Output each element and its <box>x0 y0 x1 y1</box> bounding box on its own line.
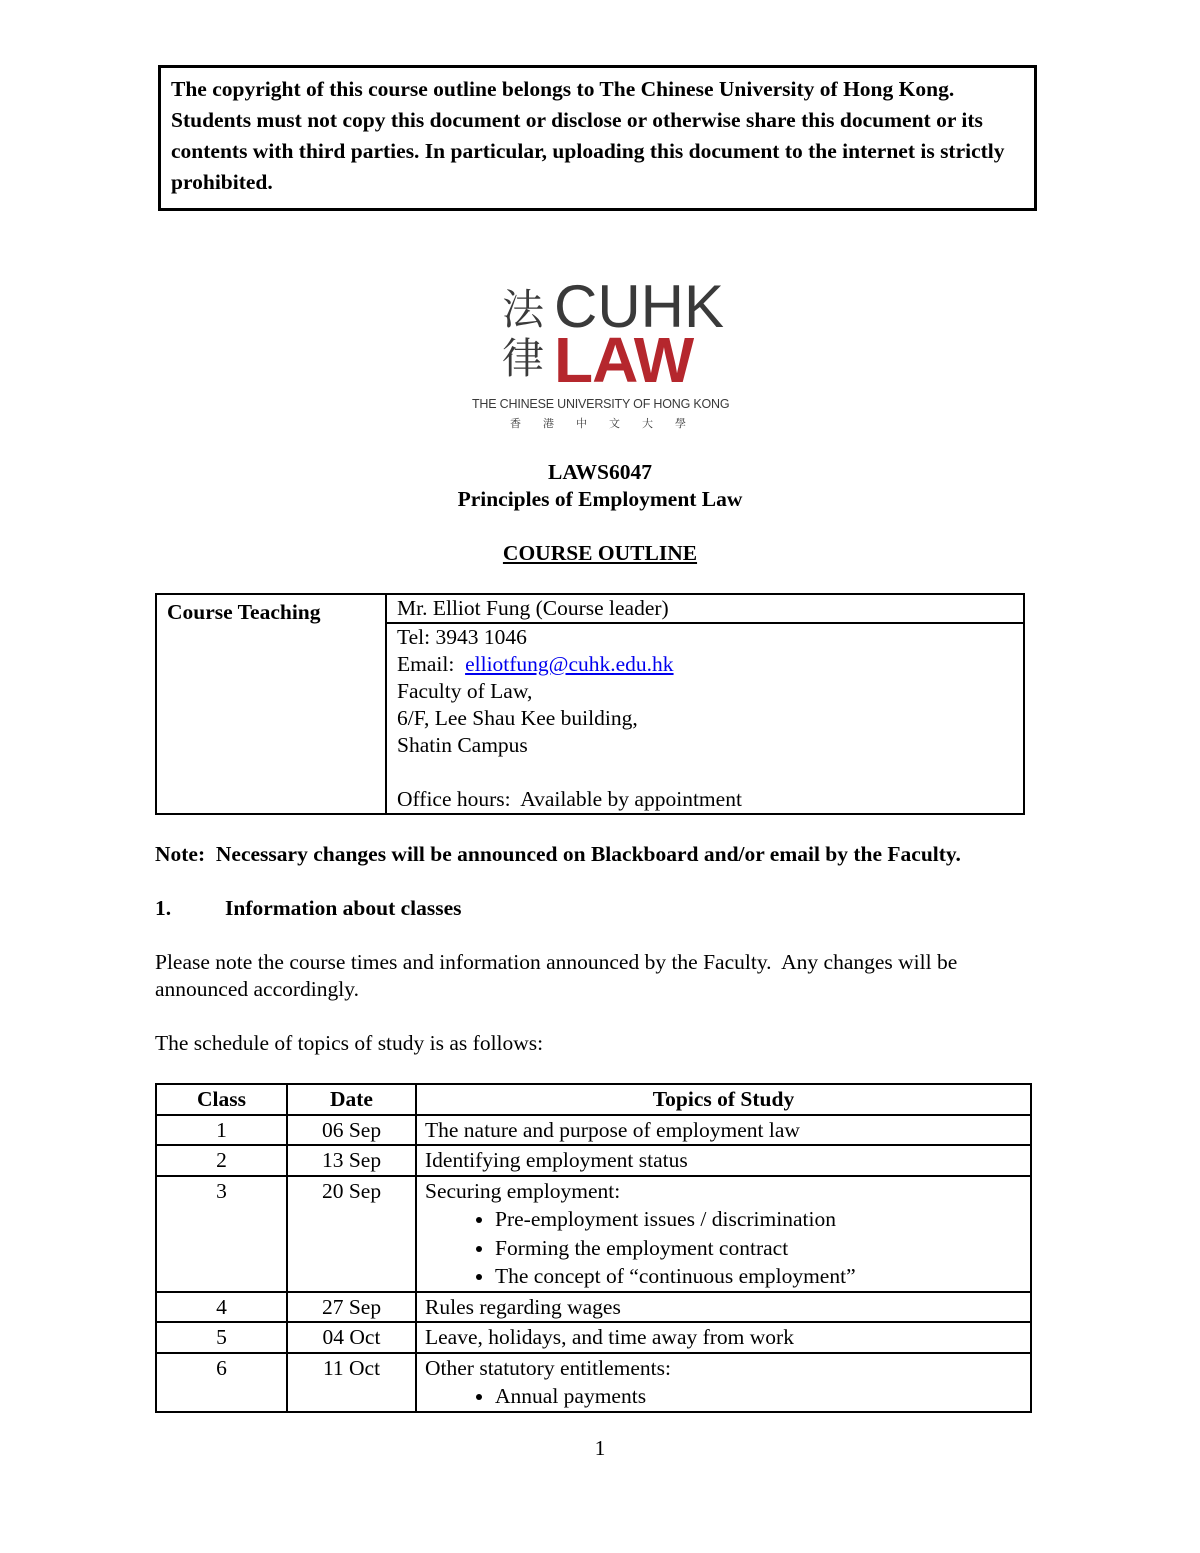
schedule-header-row <box>156 1084 1031 1115</box>
logo-university-en: THE CHINESE UNIVERSITY OF HONG KONG <box>472 397 730 411</box>
copyright-notice: The copyright of this course outline belongs to The Chinese University of Hong Kong. Students must not copy this document or disclose or otherwise share this document or its contents with third parties. In particular, uploading this document to the internet is strictly prohibited. <box>158 65 1037 211</box>
schedule-topic-cell: Rules regarding wages <box>416 1292 1031 1323</box>
schedule-header-class: Class <box>156 1084 287 1115</box>
teaching-email-label: Email: <box>397 652 455 676</box>
cuhk-law-logo <box>470 273 740 438</box>
logo-cuhk-text: CUHK <box>554 273 725 340</box>
schedule-class-cell: 4 <box>156 1292 287 1323</box>
schedule-topic-bullets <box>425 1205 1022 1291</box>
schedule-topic-cell <box>416 1176 1031 1292</box>
schedule-header-date: Date <box>287 1084 416 1115</box>
logo-law-text: LAW <box>554 324 694 396</box>
schedule-date-cell: 20 Sep <box>287 1176 416 1292</box>
table-row <box>156 1353 1031 1412</box>
schedule-topic-cell: Leave, holidays, and time away from work <box>416 1322 1031 1353</box>
section-1-number: 1. <box>155 896 172 920</box>
teaching-label: Course Teaching <box>156 594 386 814</box>
schedule-topic-text: Securing employment: <box>425 1178 621 1203</box>
section-1-paragraph-1: Please note the course times and information announced by the Faculty. Any changes will be announced accordingly. <box>155 950 963 1001</box>
section-1-heading: Information about classes <box>225 896 462 920</box>
schedule-header-topics: Topics of Study <box>416 1084 1031 1115</box>
schedule-topic-cell: Identifying employment status <box>416 1145 1031 1176</box>
schedule-table <box>155 1083 1032 1413</box>
section-1-paragraph-2: The schedule of topics of study is as follows: <box>155 1031 544 1055</box>
teaching-address-1: Faculty of Law, <box>397 679 533 703</box>
page-number: 1 <box>594 1436 606 1460</box>
outline-heading: COURSE OUTLINE <box>502 541 698 565</box>
schedule-date-cell: 04 Oct <box>287 1322 416 1353</box>
teaching-leader: Mr. Elliot Fung (Course leader) <box>386 594 1024 623</box>
list-item: • The concept of “continuous employment” <box>495 1262 1022 1291</box>
teaching-email-line <box>397 651 1013 678</box>
schedule-class-cell: 1 <box>156 1115 287 1146</box>
course-title: Principles of Employment Law <box>457 487 743 511</box>
list-item: • Pre-employment issues / discrimination <box>495 1205 1022 1234</box>
logo-university-zh: 香港中文大學 <box>510 417 708 430</box>
faculty-note: Note: Necessary changes will be announced on Blackboard and/or email by the Faculty. <box>155 842 961 866</box>
schedule-date-cell: 11 Oct <box>287 1353 416 1412</box>
teaching-address-3: Shatin Campus <box>397 733 528 757</box>
schedule-class-cell: 2 <box>156 1145 287 1176</box>
schedule-topic-bullets <box>425 1382 1022 1411</box>
schedule-date-cell: 06 Sep <box>287 1115 416 1146</box>
teaching-contact <box>386 623 1024 814</box>
list-item: • Annual payments <box>495 1382 1022 1411</box>
table-row <box>156 1322 1031 1353</box>
schedule-class-cell: 6 <box>156 1353 287 1412</box>
schedule-class-cell: 3 <box>156 1176 287 1292</box>
schedule-topic-cell <box>416 1353 1031 1412</box>
table-row <box>156 1292 1031 1323</box>
schedule-class-cell: 5 <box>156 1322 287 1353</box>
teaching-table <box>155 593 1025 815</box>
course-code: LAWS6047 <box>548 460 652 484</box>
schedule-topic-cell: The nature and purpose of employment law <box>416 1115 1031 1146</box>
schedule-date-cell: 13 Sep <box>287 1145 416 1176</box>
schedule-topic-text: Other statutory entitlements: <box>425 1355 672 1380</box>
teaching-office-hours: Office hours: Available by appointment <box>397 787 742 811</box>
list-item: • Forming the employment contract <box>495 1234 1022 1263</box>
schedule-date-cell: 27 Sep <box>287 1292 416 1323</box>
teaching-tel: Tel: 3943 1046 <box>397 625 527 649</box>
table-row <box>156 1115 1031 1146</box>
table-row <box>156 1145 1031 1176</box>
logo-chinese-chars: 法 律 <box>502 285 545 383</box>
teaching-email-link[interactable]: elliotfung@cuhk.edu.hk <box>465 652 674 676</box>
table-row <box>156 1176 1031 1292</box>
teaching-address-2: 6/F, Lee Shau Kee building, <box>397 706 638 730</box>
